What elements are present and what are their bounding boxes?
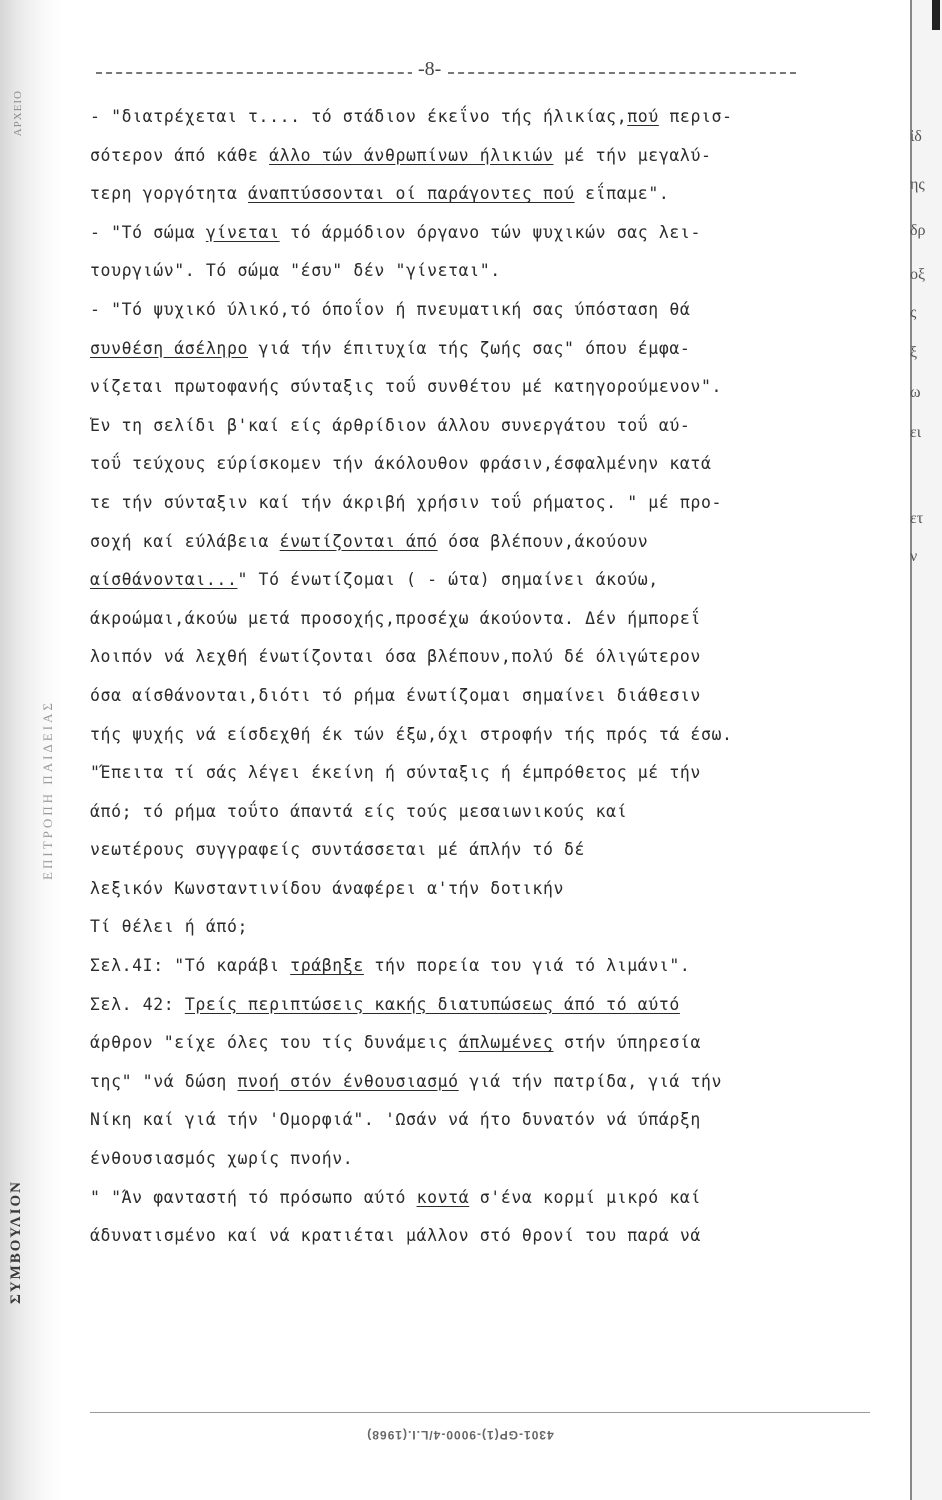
underlined-phrase: άλλο τών άνθρωπίνων ήλικιών [269,145,554,165]
underlined-phrase: συνθέση άσέληρο [90,338,249,358]
underlined-phrase: αίσθάνονται... [90,570,238,590]
line-text: σότερον άπό κάθε [90,145,270,165]
line-text: άρθρον "είχε όλες του τίς δυνάμεις [90,1033,459,1053]
underlined-phrase: κοντά [416,1187,470,1207]
underlined-phrase: άπλωμένες [458,1033,554,1053]
line-text: τοΰ τεύχους εύρίσκομεν τήν άκόλουθον φράσιν,έσφαλμένην κατά [90,454,712,474]
margin-stamp-faint: ΕΠΙΤΡΟΠΗ ΠΑΙΔΕΙΑΣ [40,700,55,880]
text-line [90,368,882,407]
line-text: Τί θέλει ή άπό; [90,917,249,937]
text-line [90,908,882,947]
text-line [90,677,882,716]
line-text-continued: στήν ύπηρεσία [553,1033,701,1053]
page-number: -8- [412,58,447,81]
text-line [90,1217,882,1256]
text-line [90,793,882,832]
line-text-continued: μέ τήν μεγαλύ- [553,145,712,165]
bleed-fragment: ἰδ [910,128,922,145]
line-text: τής ψυχής νά είσδεχθή έκ τών έξω,όχι στροφήν τής πρός τά έσω. [90,724,733,744]
line-text: τερη γοργότητα [90,184,249,204]
text-line [90,407,882,446]
line-text: - "διατρέχεται τ.... τό στάδιον έκεΐνο τής ήλικίας, [90,107,628,126]
line-text: τε τήν σύνταξιν καί τήν άκριβή χρήσιν τοΰ ρήματος. " μέ προ- [90,492,723,512]
text-line [90,1140,882,1179]
line-text: - "Τό ψυχικό ύλικό,τό όποΐον ή πνευματική σας ύπόσταση θά [90,299,691,319]
line-text: " "Άν φανταστή τό πρόσωπο αύτό [90,1187,417,1207]
line-text-continued: περισ- [658,107,733,126]
text-line [90,330,882,369]
line-text: ένθουσιασμός χωρίς πνοήν. [90,1149,354,1169]
line-text-continued: γιά τήν πατρίδα, γιά τήν [458,1071,723,1091]
text-line [90,947,882,986]
line-text: Έν τη σελίδι β'καί είς άρθρίδιον άλλου συνεργάτου τοΰ αύ- [90,415,691,435]
text-line [90,870,882,909]
text-line [90,291,882,330]
text-line [90,754,882,793]
underlined-phrase: γίνεται [205,222,280,242]
underlined-phrase: Τρείς περιπτώσεις κακής διατυπώσεως άπό τό αύτό [184,994,680,1014]
text-line [90,1179,882,1218]
underlined-phrase: ένωτίζονται άπό [279,531,438,551]
text-line [90,137,882,176]
line-text: όσα αίσθάνονται,διότι τό ρήμα ένωτίζομαι σημαίνει διάθεσιν [90,685,701,705]
line-text-continued: όσα βλέπουν,άκούουν [437,531,649,551]
line-text-continued: γιά τήν έπιτυχία τής ζωής σας" όπου έμφα- [248,338,691,358]
margin-stamp-main: ΣΥΜΒΟΥΛΙΟΝ [8,1180,24,1304]
bottom-rule [90,1412,870,1413]
underlined-phrase: τράβηξε [290,956,364,976]
line-text: της" "νά δώση [90,1071,238,1091]
line-text: Σελ. 42: [90,994,185,1014]
bleed-fragment: ω [910,384,921,401]
line-text: νίζεται πρωτοφανής σύνταξις τοΰ συνθέτου μέ κατηγορούμενον". [90,377,723,397]
underlined-phrase: άναπτύσσονται οί παράγοντες πού [248,184,575,204]
line-text-continued: τό άρμόδιον όργανο τών ψυχικών σας λει- [279,222,701,242]
text-line [90,716,882,755]
bleed-fragment: οξ [910,266,926,283]
bleed-fragment: ξ [910,344,918,361]
left-binding-margin [0,0,62,1500]
line-text: λοιπόν νά λεχθή ένωτίζονται όσα βλέπουν,πολύ δέ όλιγώτερον [90,647,701,667]
line-text-continued: " Τό ένωτίζομαι ( - ώτα) σημαίνει άκούω, [237,570,659,590]
footer-print-code: 4301-GP(1)-9000-4/L.I.(1968) [366,1428,554,1442]
right-edge-mark [932,0,940,30]
line-text-continued: τήν πορεία του γιά τό λιμάνι". [363,956,691,976]
bleed-fragment: ν [910,548,918,565]
line-text: Σελ.4Ι: "Τό καράβι [90,956,291,976]
line-text: - "Τό σώμα [90,222,206,242]
text-line [90,175,882,214]
text-line [90,214,882,253]
bleed-fragment: ει [910,424,922,441]
text-line [90,445,882,484]
text-line [90,523,882,562]
line-text-continued: εΐπαμε". [574,184,670,204]
text-line [90,561,882,600]
text-line [90,484,882,523]
line-text: Νίκη καί γιά τήν 'Ομορφιά". 'Ωσάν νά ήτο δυνατόν νά ύπάρξη [90,1110,701,1130]
typewritten-body [90,98,882,1256]
bleed-fragment: δρ [910,222,926,239]
text-line [90,98,882,137]
line-text: "Έπειτα τί σάς λέγει έκείνη ή σύνταξις ή έμπρόθετος μέ τήν [90,763,701,783]
text-line [90,1063,882,1102]
line-text: νεωτέρους συγγραφείς συντάσσεται μέ άπλήν τό δέ [90,840,586,860]
margin-stamp-top: ΑΡΧΕΙΟ [12,90,24,137]
bleed-fragment: ης [910,176,925,193]
bleed-fragment: ς [910,304,917,321]
bleed-fragment: ετ [910,510,924,527]
line-text: τουργιών". Τό σώμα "έσυ" δέν "γίνεται". [90,261,501,281]
line-text: άκροώμαι,άκούω μετά προσοχής,προσέχω άκούοντα. Δέν ήμπορεΐ [90,608,701,628]
text-line [90,252,882,291]
text-line [90,986,882,1025]
line-text-continued: σ'ένα κορμί μικρό καί [469,1187,701,1207]
line-text: σοχή καί εύλάβεια [90,531,280,551]
text-line [90,831,882,870]
underlined-phrase: πνοή στόν ένθουσιασμό [237,1071,459,1091]
text-line [90,1024,882,1063]
line-text: άπό; τό ρήμα τοΰτο άπαντά είς τούς μεσαιωνικούς καί [90,801,628,821]
underlined-phrase: πού [627,107,659,126]
text-line [90,1101,882,1140]
line-text: λεξικόν Κωνσταντινίδου άναφέρει α'τήν δοτικήν [90,878,565,898]
text-line [90,600,882,639]
text-line [90,638,882,677]
line-text: άδυνατισμένο καί νά κρατιέται μάλλον στό θρονί του παρά νά [90,1226,701,1246]
